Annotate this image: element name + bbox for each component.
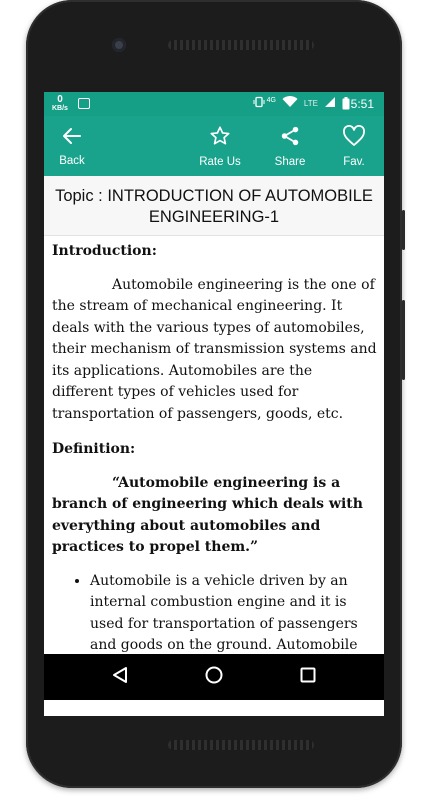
wifi-icon	[282, 96, 298, 111]
clock: 5:51	[350, 97, 374, 111]
intro-paragraph: Automobile engineering is the one of the stream of mechanical engineering. It deals with the various types of automobiles, their mechanism of transmission systems and its applications. Automobiles are the different types of vehicles used for transportation of passengers, goods, etc.	[52, 276, 377, 422]
power-button	[402, 210, 405, 250]
article-content	[52, 237, 377, 678]
circle-home-icon	[205, 666, 223, 689]
nav-home-button[interactable]	[191, 654, 237, 700]
net-speed-unit: KB/s	[52, 105, 68, 112]
volume-button	[402, 300, 405, 380]
front-camera	[112, 38, 126, 52]
status-icons	[253, 96, 336, 111]
network-type-label: 4G	[266, 97, 276, 104]
share-label: Share	[274, 155, 306, 168]
back-label: Back	[59, 154, 85, 167]
lte-label: LTE	[303, 99, 318, 108]
definition-quote: “Automobile engineering is a branch of engineering which deals with everything about automobiles and practices to propel them.”	[52, 474, 363, 555]
rate-us-button[interactable]	[192, 116, 248, 176]
definition-heading: Definition:	[52, 441, 136, 457]
top-speaker	[168, 40, 314, 50]
favorite-button[interactable]	[332, 116, 376, 176]
arrow-left-icon	[62, 126, 82, 151]
back-button[interactable]	[50, 116, 94, 176]
status-bar	[44, 92, 384, 116]
favorite-label: Fav.	[343, 155, 365, 168]
bottom-speaker	[168, 740, 314, 750]
topic-header	[44, 176, 384, 236]
share-icon	[279, 125, 301, 152]
rate-us-label: Rate Us	[199, 155, 241, 168]
net-speed-value: 0	[57, 94, 63, 105]
share-button[interactable]	[268, 116, 312, 176]
toolbar	[44, 116, 384, 176]
heart-outline-icon	[342, 125, 366, 152]
star-outline-icon	[209, 125, 231, 152]
signal-icon	[324, 96, 336, 111]
battery-icon	[342, 97, 350, 113]
image-notification-icon	[78, 98, 90, 109]
square-recents-icon	[300, 667, 316, 688]
nav-back-button[interactable]	[97, 654, 143, 700]
net-speed	[52, 95, 68, 113]
nav-recents-button[interactable]	[285, 654, 331, 700]
topic-title-line2: ENGINEERING-1	[148, 208, 280, 226]
triangle-back-icon	[112, 666, 128, 689]
topic-title-line1: Topic : INTRODUCTION OF AUTOMOBILE	[55, 187, 373, 205]
screen	[44, 92, 384, 716]
list-item: • Automobile is a vehicle driven by an internal combustion engine and it is used for transportation of passengers and goods on the ground. Automobile	[90, 571, 377, 679]
system-nav-bar	[44, 654, 384, 700]
vibrate-icon	[253, 96, 265, 111]
intro-heading: Introduction:	[52, 243, 157, 259]
